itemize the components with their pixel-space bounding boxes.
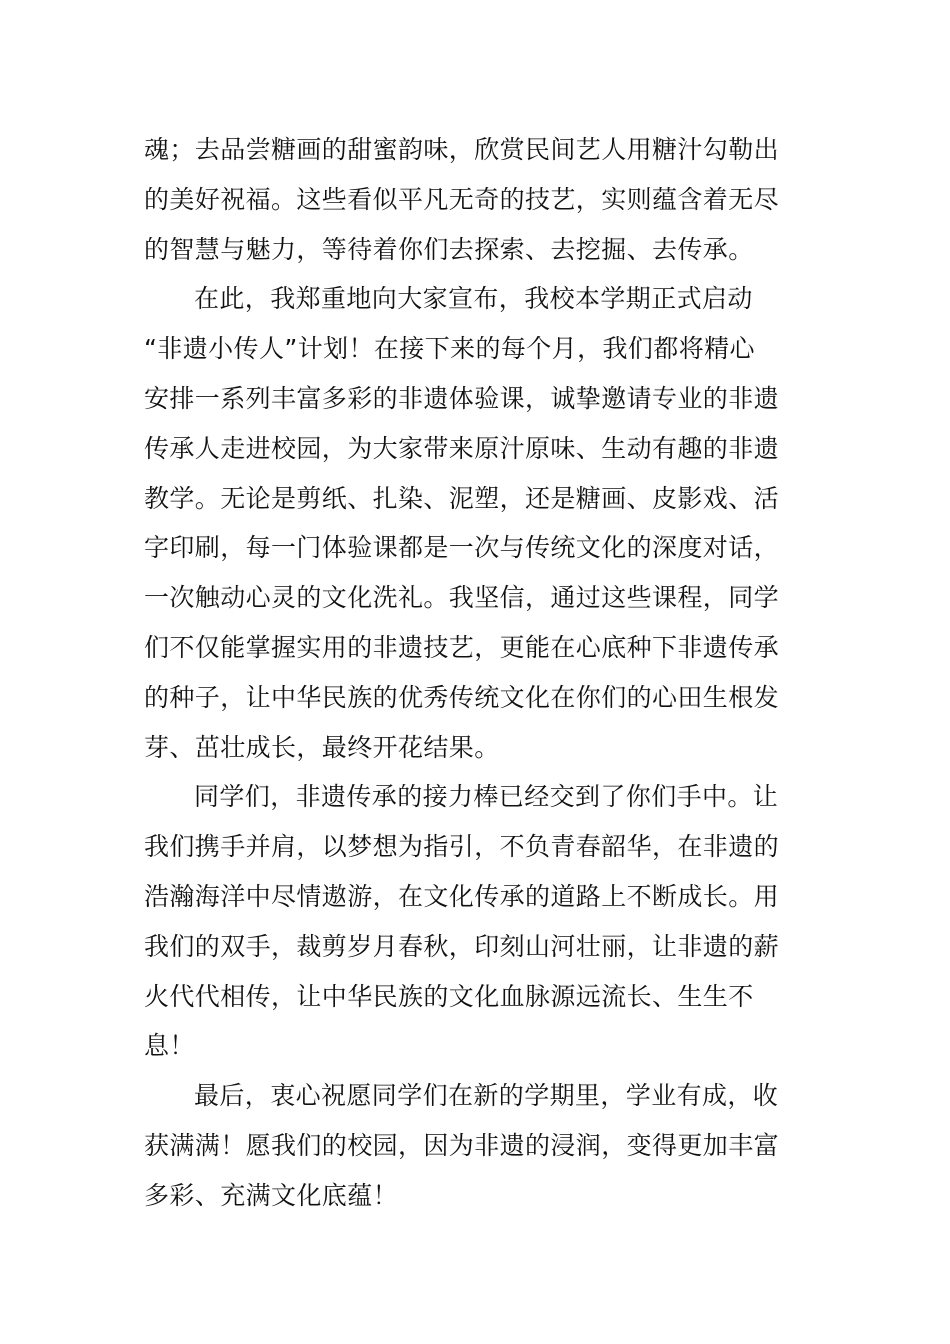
text-line: 安排一系列丰富多彩的非遗体验课，诚挚邀请专业的非遗 [144, 383, 780, 413]
text-line: “非遗小传人”计划！在接下来的每个月，我们都将精心 [144, 334, 755, 364]
text-line: 教学。无论是剪纸、扎染、泥塑，还是糖画、皮影戏、活 [144, 483, 780, 513]
text-line: 们不仅能掌握实用的非遗技艺，更能在心底种下非遗传承 [144, 632, 780, 662]
text-line: 的智慧与魅力，等待着你们去探索、去挖掘、去传承。 [144, 234, 754, 264]
text-line: 魂；去品尝糖画的甜蜜韵味，欣赏民间艺人用糖汁勾勒出 [144, 135, 780, 164]
text-line: 的美好祝福。这些看似平凡无奇的技艺，实则蕴含着无尽 [144, 184, 780, 214]
text-line: 浩瀚海洋中尽情遨游，在文化传承的道路上不断成长。用 [144, 881, 780, 911]
text-line: 火代代相传，让中华民族的文化血脉源远流长、生生不 [144, 981, 754, 1011]
text-line: 芽、茁壮成长，最终开花结果。 [144, 732, 500, 762]
text-line: 息！ [144, 1031, 195, 1061]
text-line: 我们携手并肩，以梦想为指引，不负青春韶华，在非遗的 [144, 832, 780, 862]
text-line: 字印刷，每一门体验课都是一次与传统文化的深度对话， [144, 533, 780, 563]
text-line: 多彩、充满文化底蕴！ [144, 1180, 399, 1210]
paragraph-first-line: 同学们，非遗传承的接力棒已经交到了你们手中。让 [194, 782, 779, 812]
document-body [144, 125, 784, 1221]
text-line: 一次触动心灵的文化洗礼。我坚信，通过这些课程，同学 [144, 583, 780, 613]
text-line: 获满满！愿我们的校园，因为非遗的浸润，变得更加丰富 [144, 1130, 780, 1160]
text-line: 我们的双手，裁剪岁月春秋，印刻山河壮丽，让非遗的薪 [144, 931, 780, 961]
text-line: 的种子，让中华民族的优秀传统文化在你们的心田生根发 [144, 682, 780, 712]
paragraph-first-line: 最后，衷心祝愿同学们在新的学期里，学业有成，收 [194, 1081, 779, 1111]
text-line: 传承人走进校园，为大家带来原汁原味、生动有趣的非遗 [144, 433, 780, 463]
paragraph-first-line: 在此，我郑重地向大家宣布，我校本学期正式启动 [194, 284, 753, 314]
